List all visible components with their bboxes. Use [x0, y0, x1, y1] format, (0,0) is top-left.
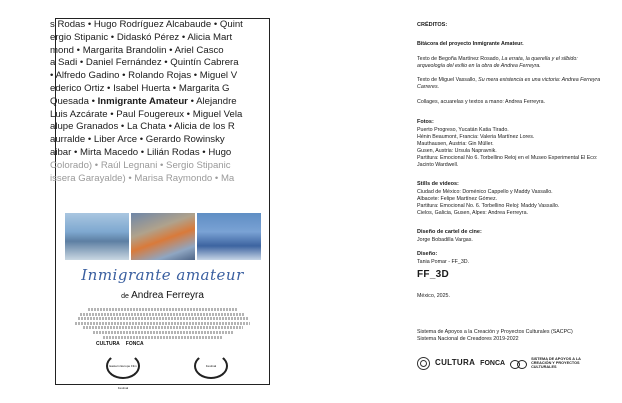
stills-line: Ciudad de México: Doménico Cappello y Maddy Vassallo. — [417, 189, 553, 195]
design-name: Tania Pomar - FF_3D. — [417, 259, 470, 265]
fotos-line: Mauthausen, Austria: Gin Müller. — [417, 141, 494, 147]
ff3d-logo: FF_3D — [417, 269, 450, 280]
fotos-line: Puerto Progreso, Yucatán Katia Tirado. — [417, 127, 509, 133]
poster-fonca-logo: FONCA — [125, 341, 144, 347]
festival-laurel-1 — [106, 353, 140, 390]
poster-name-line: a Sadi • Daniel Fernández • Quintín Cabrera — [50, 57, 239, 69]
poster-name-line: Quesada • Inmigrante Amateur • Alejandre — [50, 95, 237, 107]
stills-line: Cielos, Galicia, Gusen, Alpes: Andrea Ferreyra. — [417, 210, 528, 216]
poster-billing-block — [72, 308, 253, 340]
poster-photo-sky — [65, 213, 129, 260]
apoyos-rings-icon — [510, 359, 526, 368]
place-date: México, 2025. — [417, 293, 450, 299]
fotos-line: Gusen, Austria: Ursula Napravnik. — [417, 148, 497, 154]
cultura-logo — [435, 359, 475, 368]
design-heading: Diseño: — [417, 251, 438, 257]
poster-name-line: • Alfredo Gadino • Rolando Rojas • Miguel V — [50, 70, 238, 82]
poster-name-wall — [50, 19, 269, 215]
credits-text-2-title: Su mera existencia es una victoria: Andrea Ferreyra Carreres. — [417, 77, 601, 90]
poster-name-line: aurralde • Liber Arce • Gerardo Rowinsky — [50, 134, 225, 146]
support-line-1: Sistema de Apoyos a la Creación y Proyectos Culturales (SACPC) — [417, 329, 573, 335]
credits-project: Bitácora del proyecto Inmigrante Amateur. — [417, 41, 524, 47]
credits-text-2-author: Texto de Miguel Vassallo, — [417, 77, 479, 83]
credits-heading: CRÉDITOS: — [417, 22, 448, 28]
apoyos-logo-text: SISTEMA DE APOYOS A LA CREACIÓN Y PROYECTOS CULTURALES — [531, 356, 581, 370]
poster-name-line: issera Garayalde) • Marisa Raymondo • Ma — [50, 172, 235, 184]
credits-panel — [417, 0, 617, 403]
fonca-logo-word: FONCA — [480, 359, 506, 367]
poster-name-line: Luis Azcárate • Paul Fougereux • Miguel Vela — [50, 108, 243, 120]
fotos-line: Partitura: Emocional No 6. Torbellino Reloj en el Museo Experimental El Eco: Jacinto Wardwell. — [417, 155, 598, 168]
poster-photo-mountains — [197, 213, 261, 260]
credits-text-2 — [417, 77, 607, 91]
poster-name-line: ederico Ortiz • Isabel Huerta • Margarita G — [50, 82, 230, 94]
festival-laurel-2-text: Festival — [205, 364, 217, 368]
poster-name-line: aibar • Mirta Macedo • Lilián Rodas • Hugo — [50, 146, 232, 158]
credits-text-1-author: Texto de Begoña Martínez Rosado, — [417, 56, 502, 62]
sponsor-logos — [417, 354, 622, 372]
poster-design-heading: Diseño de cartel de cine: — [417, 229, 482, 235]
film-poster — [50, 18, 270, 390]
poster-director — [56, 290, 269, 301]
fotos-heading: Fotos: — [417, 119, 434, 125]
poster-photo-strip — [65, 213, 261, 260]
poster-name-line: Colorado) • Raúl Legnani • Sergio Stipanic — [50, 159, 231, 171]
support-line-2: Sistema Nacional de Creadores 2019-2022 — [417, 336, 519, 342]
poster-name-line: ergio Stipanic • Didaskó Pérez • Alicia Mart — [50, 31, 233, 43]
credits-text-1 — [417, 56, 607, 70]
poster-photo-sunset — [131, 213, 195, 260]
festival-laurel-2 — [194, 353, 228, 379]
fotos-line: Hénin Beaumont, Francia: Valeria Martínez Lores. — [417, 134, 535, 140]
stills-line: Albacete: Felipe Martínez Gómez. — [417, 196, 498, 202]
poster-design-name: Jorge Bobadilla Vargas. — [417, 237, 473, 243]
stills-heading: Stills de videos: — [417, 181, 459, 187]
stills-list — [417, 189, 607, 217]
cultura-logo-word: CULTURA — [435, 357, 476, 367]
festival-laurel-1-text: Eastern Europe Film Festival — [109, 364, 137, 390]
poster-director-prefix: de — [121, 293, 129, 300]
stills-line: Partitura: Emocional No. 6. Torbellino Reloj: Maddy Vassallo. — [417, 203, 560, 209]
poster-film-title: Inmigrante amateur — [81, 266, 244, 284]
cultura-seal-icon — [417, 357, 430, 370]
fotos-list — [417, 127, 607, 169]
credits-collages: Collages, acuarelas y textos a mano: Andrea Ferreyra. — [417, 99, 546, 105]
poster-director-name: Andrea Ferreyra — [131, 290, 204, 301]
poster-name-line: alupe Granados • La Chata • Alicia de los R — [50, 121, 235, 133]
poster-name-line: s Rodas • Hugo Rodríguez Alcabaude • Quint — [50, 19, 243, 30]
poster-name-line: mond • Margarita Brandolin • Ariel Casco — [50, 44, 224, 56]
credits-text-1-title: La errata, la querella y el silbido: arqueología del exilio en la obra de Andrea Ferreyra. — [417, 56, 578, 69]
poster-cultura-logo: CULTURA — [96, 341, 120, 347]
poster-logo-row — [96, 339, 236, 349]
fonca-logo — [480, 360, 505, 367]
